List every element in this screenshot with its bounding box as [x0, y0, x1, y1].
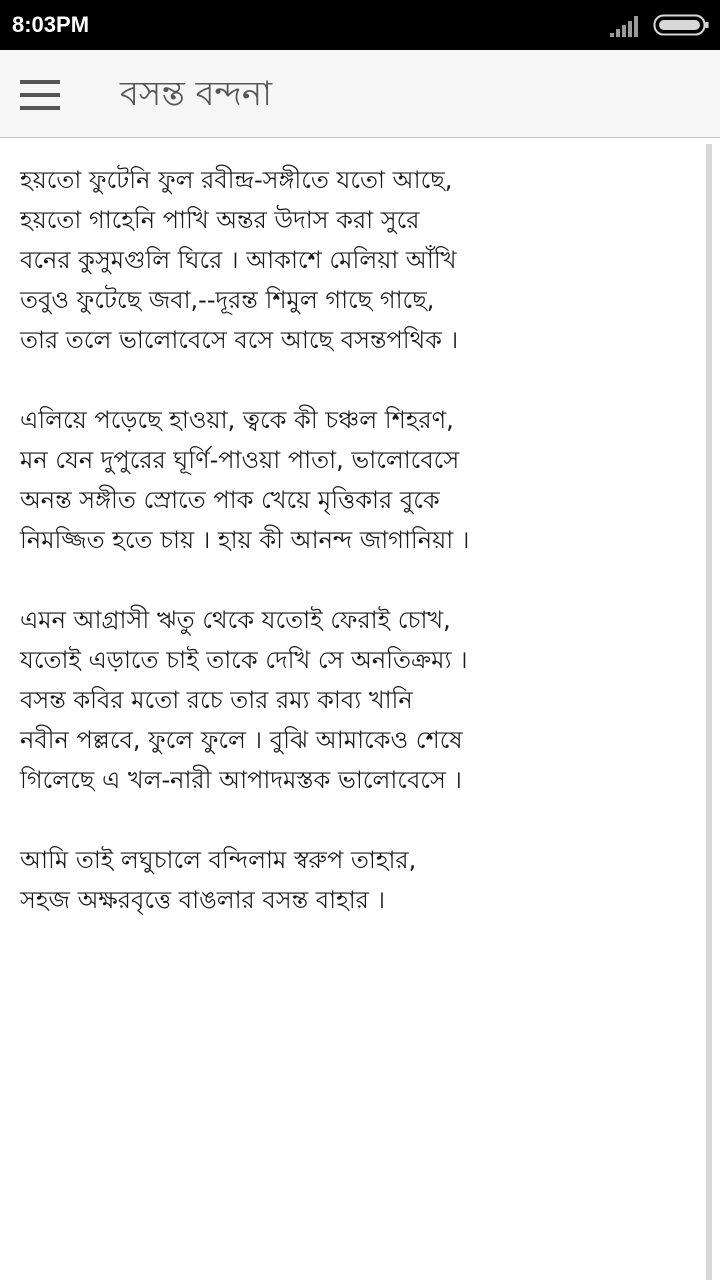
poem-stanza — [20, 600, 690, 800]
poem-line: নিমজ্জিত হতে চায় । হায় কী আনন্দ জাগানিয়া । — [20, 526, 470, 554]
poem-line: হয়তো গাহেনি পাখি অন্তর উদাস করা সুরে — [20, 206, 420, 234]
poem-line: মন যেন দুপুরের ঘূর্ণি-পাওয়া পাতা, ভালোবেসে — [20, 446, 460, 474]
status-bar — [0, 0, 720, 50]
poem-line: এলিয়ে পড়েছে হাওয়া, ত্বকে কী চঞ্চল শিহরণ, — [20, 406, 454, 434]
poem-line: আমি তাই লঘুচালে বন্দিলাম স্বরুপ তাহার, — [20, 846, 417, 874]
signal-icon — [610, 15, 642, 37]
battery-icon — [653, 14, 709, 36]
page-title: বসন্ত বন্দনা — [120, 74, 272, 114]
scrollbar[interactable] — [706, 144, 712, 1280]
poem-line: বসন্ত কবির মতো রচে তার রম্য কাব্য খানি — [20, 686, 413, 714]
poem-stanza — [20, 400, 690, 560]
poem-line: যতোই এড়াতে চাই তাকে দেখি সে অনতিক্রম্য । — [20, 646, 468, 674]
poem-line: অনন্ত সঙ্গীত স্রোতে পাক খেয়ে মৃত্তিকার বুকে — [20, 486, 440, 514]
status-time: 8:03PM — [12, 12, 90, 37]
poem-line: বনের কুসুমগুলি ঘিরে । আকাশে মেলিয়া আঁখি — [20, 246, 457, 274]
poem-line: তার তলে ভালোবেসে বসে আছে বসন্তপথিক । — [20, 326, 459, 354]
poem-scroll-view[interactable] — [0, 138, 706, 1280]
app-bar — [0, 50, 720, 138]
poem-line: নবীন পল্লবে, ফুলে ফুলে । বুঝি আমাকেও শেষে — [20, 726, 463, 754]
poem-line: গিলেছে এ খল-নারী আপাদমস্তক ভালোবেসে । — [20, 766, 463, 794]
poem-stanza — [20, 840, 690, 920]
poem-line: এমন আগ্রাসী ঋতু থেকে যতোই ফেরাই চোখ, — [20, 606, 451, 634]
poem-line: হয়তো ফুটেনি ফুল রবীন্দ্র-সঙ্গীতে যতো আছে, — [20, 166, 453, 194]
poem-stanza — [20, 160, 690, 360]
poem-line: তবুও ফুটেছে জবা,--দূরন্ত শিমুল গাছে গাছে, — [20, 286, 435, 314]
hamburger-menu-icon[interactable] — [10, 68, 70, 120]
poem-body — [20, 160, 690, 960]
poem-line: সহজ অক্ষরবৃত্তে বাঙলার বসন্ত বাহার । — [20, 886, 386, 914]
